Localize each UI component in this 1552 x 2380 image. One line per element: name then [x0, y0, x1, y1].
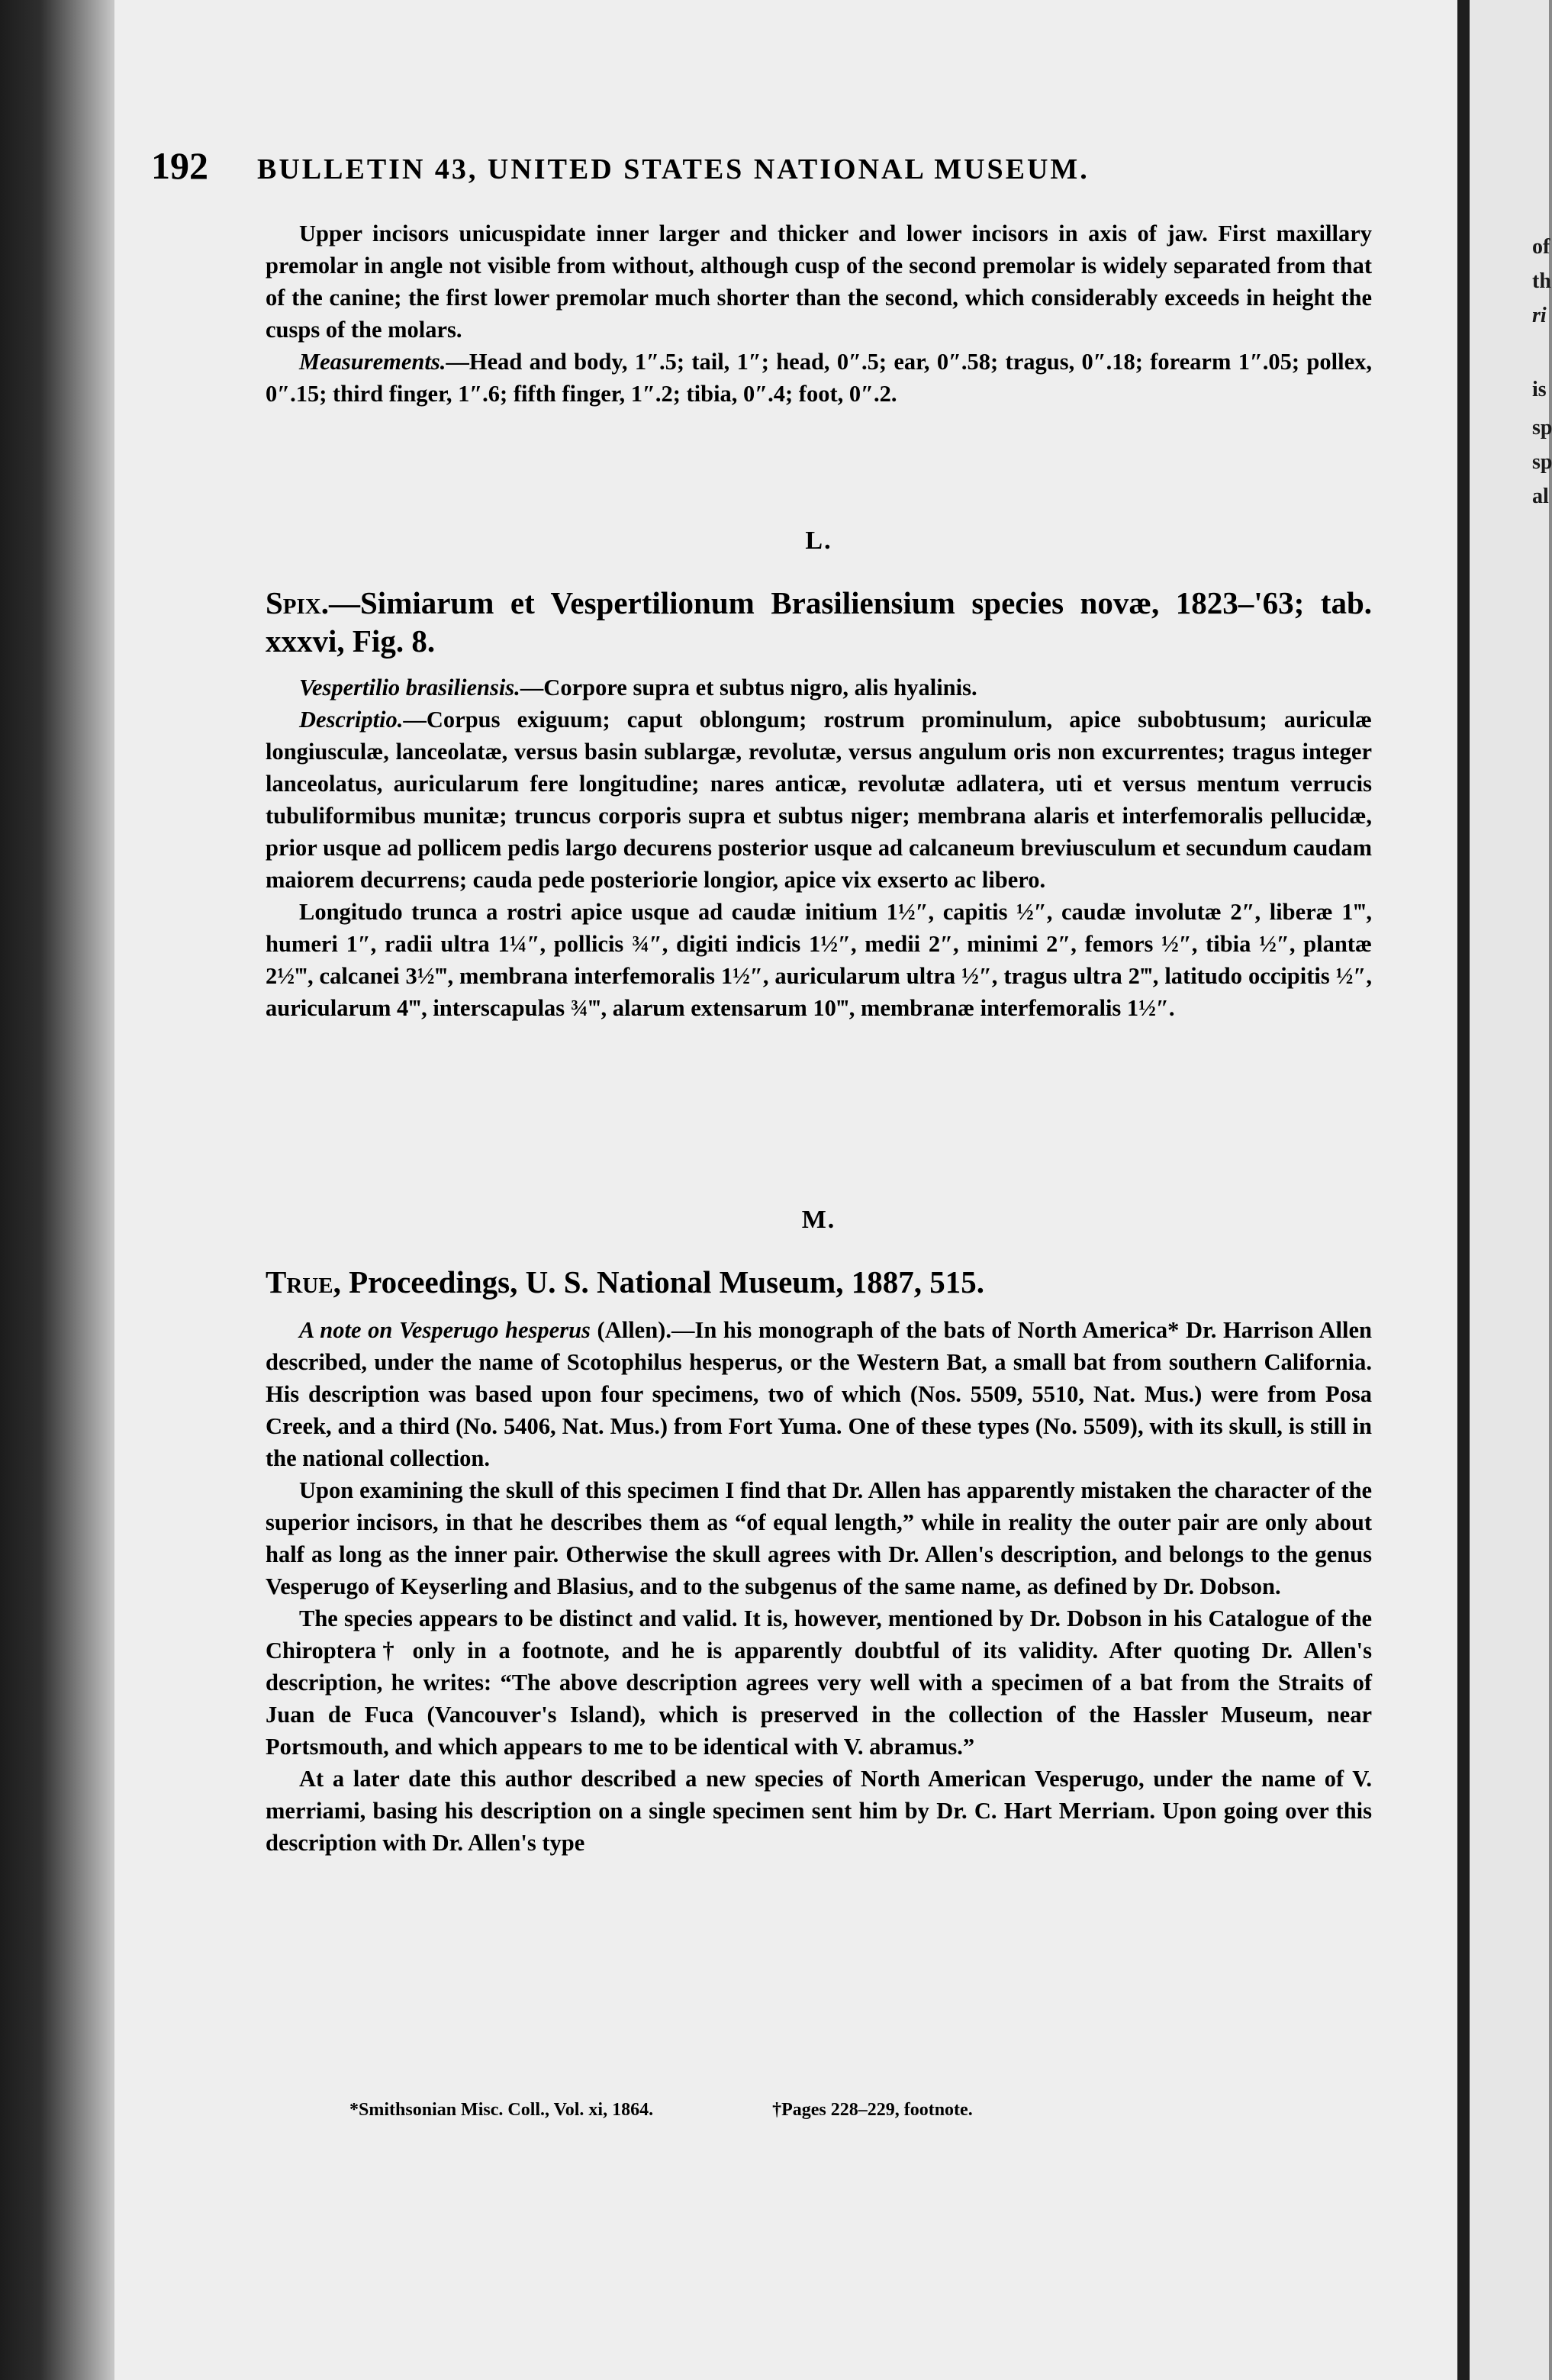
page-number: 192 [151, 144, 208, 187]
section-letter-l: L. [805, 527, 832, 555]
running-title: BULLETIN 43, UNITED STATES NATIONAL MUSEUM. [257, 153, 1090, 185]
footnote-2: †Pages 228–229, footnote. [772, 2100, 973, 2120]
footnotes [266, 2100, 1372, 2121]
species-validity-paragraph: The species appears to be distinct and valid. It is, however, mentioned by Dr. Dobson in his Catalogue of the Chiroptera† only in a footnote, and he is apparently doubtful of its validity. After quoting Dr. Allen's description, he writes: “The above description agrees very well with a specimen of a bat from the Straits of Juan de Fuca (Vancouver's Island), which is preserved in the collection of the Hassler Museum, near Portsmouth, and which appears to me to be identical with V. abramus.” [266, 1605, 1372, 1760]
true-author: True [266, 1264, 333, 1299]
note-paragraph [266, 1314, 1372, 1474]
skull-paragraph: Upon examining the skull of this specimen I find that Dr. Allen has apparently mistaken the character of the superior incisors, in that he describes them as “of equal length,” while in reality the outer pair are only about half as long as the inner pair. Otherwise the skull agrees with Dr. Allen's description, and belongs to the genus Vesperugo of Keyserling and Blasius, and to the subgenus of the same name, as defined by Dr. Dobson. [266, 1477, 1372, 1599]
spix-author: Spix [266, 585, 321, 620]
longitudo-paragraph: Longitudo trunca a rostri apice usque ad caudæ initium 1½″, capitis ½″, caudæ involutæ 2″, liberæ 1‴, humeri 1″, radii ultra 1¼″, pollicis ¾″, digiti indicis 1½″, medii 2″, minimi 2″, femors ½″, tibia ½″, plantæ 2½‴, calcanei 3½‴, membrana interfemoralis 1½″, auricularum ultra ½″, tragus ultra 2‴, latitudo occipitis ½″, auricularum 4‴, interscapulas ¾‴, alarum extensarum 10‴, membranæ interfemoralis 1½″. [266, 899, 1372, 1021]
true-citation [266, 1263, 1372, 1301]
descriptio-label: Descriptio. [299, 707, 404, 733]
next-page-fragment: al [1532, 485, 1549, 508]
species-text: —Corpore supra et subtus nigro, alis hyalinis. [520, 675, 977, 700]
later-date-paragraph: At a later date this author described a new species of North American Vesperugo, under the name of V. merriami, basing his description on a single specimen sent him by Dr. C. Hart Merriam. Upon going over this description with Dr. Allen's type [266, 1766, 1372, 1856]
note-label: A note on Vesperugo hesperus [299, 1317, 591, 1343]
next-page-fragment: th [1532, 269, 1551, 293]
measurements-text: —Head and body, 1″.5; tail, 1″; head, 0″.5; ear, 0″.58; tragus, 0″.18; forearm 1″.05; pollex, 0″.15; third finger, 1″.6; fifth finger, 1″.2; tibia, 0″.4; foot, 0″.2. [266, 349, 1372, 407]
measurements-label: Measurements. [299, 349, 446, 375]
true-citation-text: , Proceedings, U. S. National Museum, 1887, 515. [333, 1264, 984, 1299]
descriptio-text: —Corpus exiguum; caput oblongum; rostrum prominulum, apice subobtusum; auriculæ longiusculæ, lanceolatæ, versus basin sublargæ, revolutæ, versus angulum oris non excurrentes; tragus integer lanceolatus, auricularum fere longitudine; nares anticæ, revolutæ adlatera, uti et versus mentum verrucis tubuliformibus munitæ; truncus corporis supra et subtus niger; membrana alaris et interfemoralis pellucidæ, prior usque ad pollicem pedis largo decurens posterior usque ad calcaneum breviusculum et secundum caudam maiorem decurrens; cauda pede posteriorie longior, apice vix exserto ac libero. [266, 707, 1372, 893]
page-header [151, 143, 1372, 188]
next-page-fragment: sp [1532, 450, 1552, 474]
book-binding-shadow [0, 0, 114, 2380]
spix-citation-text: .—Simiarum et Vespertilionum Brasiliensium species novæ, 1823–'63; tab. xxxvi, Fig. 8. [266, 585, 1372, 659]
note-text: (Allen).—In his monograph of the bats of North America* Dr. Harrison Allen described, under the name of Scotophilus hesperus, or the Western Bat, a small bat from southern California. His description was based upon four specimens, two of which (Nos. 5509, 5510, Nat. Mus.) were from Posa Creek, and a third (No. 5406, Nat. Mus.) from Fort Yuma. One of these types (No. 5509), with its skull, is still in the national collection. [266, 1317, 1372, 1471]
spix-citation [266, 584, 1372, 660]
section-letter-m: M. [801, 1206, 836, 1234]
measurements-paragraph [266, 346, 1372, 410]
descriptio-paragraph [266, 704, 1372, 896]
adjacent-page-edge [1470, 0, 1552, 2380]
species-label: Vespertilio brasiliensis. [299, 675, 520, 700]
next-page-fragment: sp [1532, 416, 1552, 440]
page-gutter [1457, 0, 1470, 2380]
next-page-fragment: of [1532, 235, 1550, 259]
section-l-body [266, 671, 1372, 1024]
section-m-body [266, 1314, 1372, 1859]
next-page-fragment: is [1532, 378, 1547, 401]
species-paragraph [266, 671, 1372, 704]
footnote-1: *Smithsonian Misc. Coll., Vol. xi, 1864. [349, 2100, 654, 2120]
incisor-paragraph: Upper incisors unicuspidate inner larger and thicker and lower incisors in axis of jaw. First maxillary premolar in angle not visible from without, although cusp of the second premolar is widely separated from that of the canine; the first lower premolar much shorter than the second, which considerably exceeds in height the cusps of the molars. [266, 221, 1372, 343]
next-page-fragment: ri [1532, 304, 1547, 327]
top-section [266, 217, 1372, 410]
